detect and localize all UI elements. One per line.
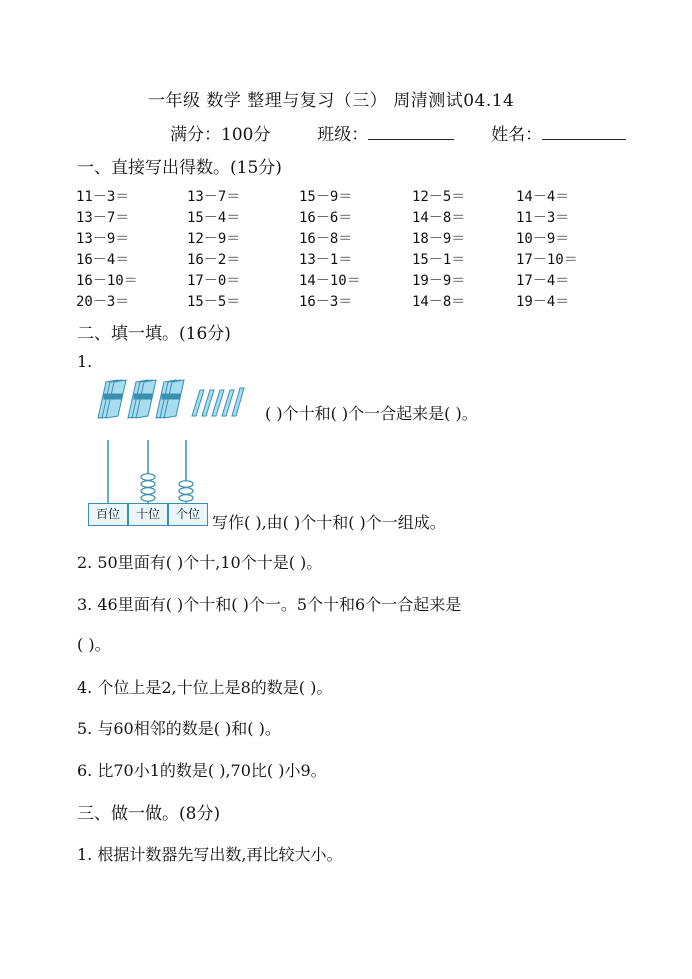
q1-line1: ( )个十和( )个一合起来是( )。 [265,404,478,423]
q3-line2: ( )。 [77,635,111,654]
abacus-bead [179,495,193,502]
stick-bundle-1 [98,380,126,418]
calc-item: 15－1＝ [412,252,466,268]
abacus-label-ones: 个位 [168,503,208,526]
abacus-label-hundreds: 百位 [88,503,128,526]
calc-item: 16－3＝ [299,294,353,310]
calc-item: 15－4＝ [187,210,241,226]
calc-item: 11－3＝ [76,189,130,205]
abacus-bead [141,495,155,502]
section2-heading: 二、填一填。(16分) [77,324,231,344]
abacus-bead [179,488,193,495]
calc-item: 16－8＝ [299,231,353,247]
calc-item: 18－9＝ [412,231,466,247]
score-line [170,120,626,145]
calc-item: 19－9＝ [412,273,466,289]
calc-item: 13－1＝ [299,252,353,268]
calc-item: 14－4＝ [516,189,570,205]
calc-item: 14－10＝ [299,273,361,289]
calc-item: 15－5＝ [187,294,241,310]
q3-line1: 3. 46里面有( )个十和( )个一。5个十和6个一合起来是 [77,595,462,614]
calc-item: 12－5＝ [412,189,466,205]
calc-item: 16－6＝ [299,210,353,226]
sticks-illustration [96,378,246,420]
abacus-rods [88,438,218,504]
page-title: 一年级 数学 整理与复习（三） 周清测试04.14 [148,91,515,111]
abacus-bead [141,474,155,481]
stick-bundle-2 [128,380,156,418]
q1-line2: 写作( ),由( )个十和( )个一组成。 [212,513,446,532]
stick-bundle-3 [156,380,184,418]
calc-item: 17－0＝ [187,273,241,289]
calc-item: 14－8＝ [412,210,466,226]
q2: 2. 50里面有( )个十,10个十是( )。 [77,553,323,572]
q5: 5. 与60相邻的数是( )和( )。 [77,719,281,738]
calc-item: 20－3＝ [76,294,130,310]
calc-item: 13－7＝ [76,210,130,226]
abacus-bead [141,488,155,495]
name-label: 姓名： [491,125,543,145]
full-score: 满分：100分 [170,125,271,145]
calc-item: 10－9＝ [516,231,570,247]
q4: 4. 个位上是2,十位上是8的数是( )。 [77,678,333,697]
abacus-bead [141,481,155,488]
calc-item: 17－4＝ [516,273,570,289]
section1-heading: 一、直接写出得数。(15分) [77,158,282,178]
q1-number: 1. [77,352,93,371]
calc-item: 15－9＝ [299,189,353,205]
s3-q1: 1. 根据计数器先写出数,再比较大小。 [77,845,343,864]
class-blank[interactable] [368,125,454,140]
calc-item: 16－10＝ [76,273,138,289]
calc-item: 13－7＝ [187,189,241,205]
single-sticks [192,388,244,416]
calc-item: 16－4＝ [76,252,130,268]
calc-item: 16－2＝ [187,252,241,268]
abacus-bead [179,481,193,488]
abacus-label-tens: 十位 [128,503,168,526]
calc-item: 13－9＝ [76,231,130,247]
name-blank[interactable] [542,125,626,140]
calc-item: 14－8＝ [412,294,466,310]
calc-item: 11－3＝ [516,210,570,226]
calc-item: 12－9＝ [187,231,241,247]
q6: 6. 比70小1的数是( ),70比( )小9。 [77,761,327,780]
section3-heading: 三、做一做。(8分) [77,804,221,824]
class-label: 班级： [317,125,369,145]
calc-item: 19－4＝ [516,294,570,310]
calc-item: 17－10＝ [516,252,578,268]
